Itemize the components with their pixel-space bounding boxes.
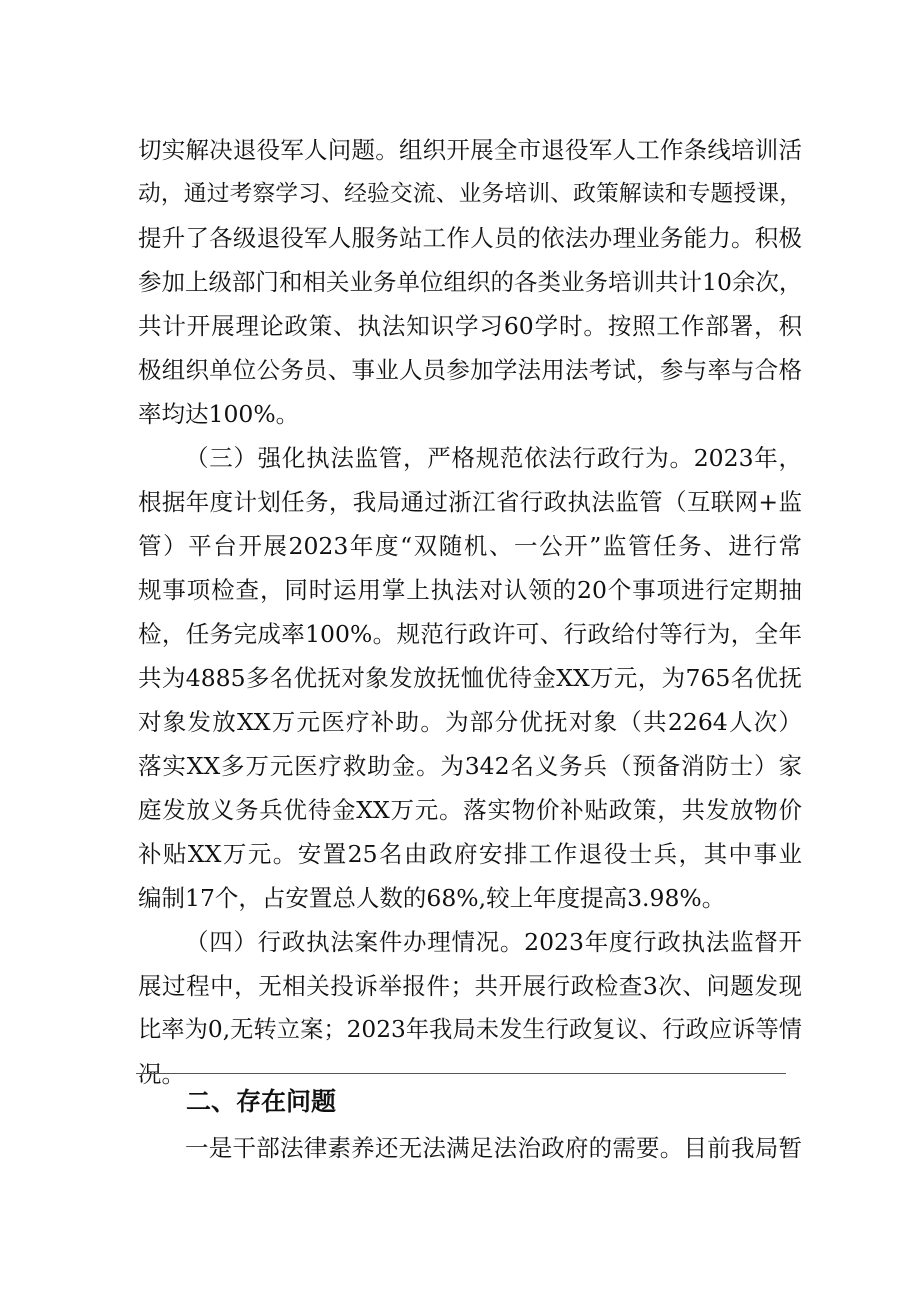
paragraph-line: 展过程中，无相关投诉举报件；共开展行政检查3次、问题发现 xyxy=(138,972,802,1000)
paragraph-line: 管）平台开展2023年度“双随机、一公开”监管任务、进行常 xyxy=(138,532,802,560)
paragraph-line: （四）行政执法案件办理情况。2023年度行政执法监督开 xyxy=(185,928,802,956)
paragraph-line: 落实XX多万元医疗救助金。为342名义务兵（预备消防士）家 xyxy=(138,752,802,780)
paragraph-line: 动，通过考察学习、经验交流、业务培训、政策解读和专题授课， xyxy=(138,181,802,207)
paragraph-line: 补贴XX万元。安置25名由政府安排工作退役士兵，其中事业 xyxy=(138,840,802,868)
paragraph-line: 对象发放XX万元医疗补助。为部分优抚对象（共2264人次） xyxy=(138,708,802,736)
document-body xyxy=(138,128,802,1096)
paragraph-line: 率均达100%。 xyxy=(138,400,300,428)
paragraph-line: 提升了各级退役军人服务站工作人员的依法办理业务能力。积极 xyxy=(138,224,802,252)
section-heading: 二、存在问题 xyxy=(186,1087,337,1116)
paragraph-line: 共为4885多名优抚对象发放抚恤优待金XX万元，为765名优抚 xyxy=(138,664,802,692)
paragraph-line: 共计开展理论政策、执法知识学习60学时。按照工作部署，积 xyxy=(138,312,802,340)
paragraph-line: 况。 xyxy=(138,1060,185,1088)
paragraph-line: 编制17个，占安置总人数的68%,较上年度提高3.98%。 xyxy=(138,884,726,912)
paragraph-line: 规事项检查，同时运用掌上执法对认领的20个事项进行定期抽 xyxy=(138,576,802,604)
paragraph-line: 一是干部法律素养还无法满足法治政府的需要。目前我局暂 xyxy=(185,1134,802,1162)
paragraph-line: 参加上级部门和相关业务单位组织的各类业务培训共计10余次， xyxy=(138,268,802,296)
paragraph-line: 比率为0,无转立案；2023年我局未发生行政复议、行政应诉等情 xyxy=(138,1016,802,1043)
paragraph-line: 检，任务完成率100%。规范行政许可、行政给付等行为，全年 xyxy=(138,620,802,648)
section-divider xyxy=(136,1073,786,1074)
paragraph-line: 切实解决退役军人问题。组织开展全市退役军人工作条线培训活 xyxy=(138,136,802,164)
paragraph-line: （三）强化执法监管，严格规范依法行政行为。2023年， xyxy=(185,444,802,472)
paragraph-line: 庭发放义务兵优待金XX万元。落实物价补贴政策，共发放物价 xyxy=(138,796,802,824)
paragraph-line: 根据年度计划任务，我局通过浙江省行政执法监管（互联网+监 xyxy=(138,488,802,516)
paragraph-line: 极组织单位公务员、事业人员参加学法用法考试，参与率与合格 xyxy=(138,356,802,384)
trailing-paragraph xyxy=(138,1126,802,1170)
